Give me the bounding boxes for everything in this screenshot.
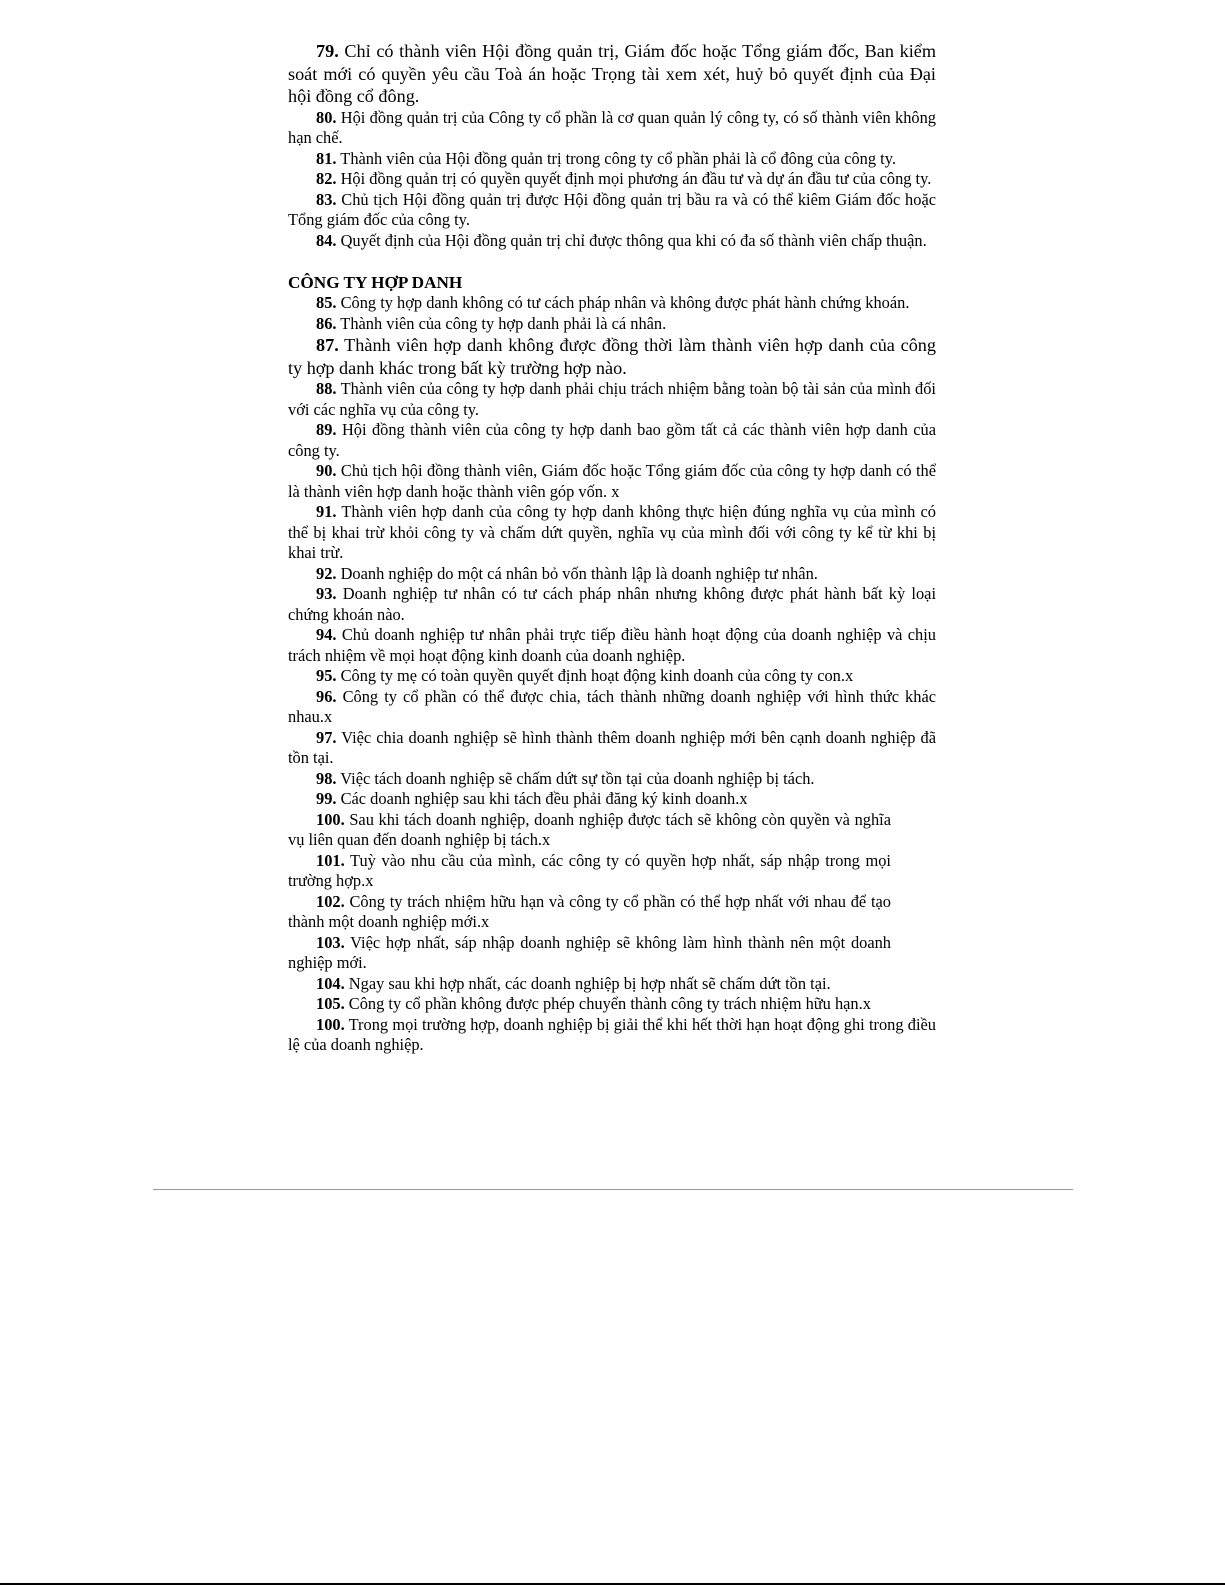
item-text: Công ty cổ phần có thể được chia, tách thành những doanh nghiệp với hình thức khác nhau.x [288, 686, 936, 726]
item-number: 94. [316, 625, 337, 644]
item-text: Hội đồng quản trị của Công ty cổ phần là cơ quan quản lý công ty, có số thành viên không hạn chế. [288, 107, 936, 147]
item-text: Thành viên của Hội đồng quản trị trong công ty cổ phần phải là cổ đông của công ty. [336, 148, 896, 168]
item-text: Chủ tịch Hội đồng quản trị được Hội đồng quản trị bầu ra và có thể kiêm Giám đốc hoặc Tổng giám đốc của công ty. [288, 189, 936, 229]
list-item [288, 769, 936, 790]
item-number: 91. [316, 502, 337, 521]
item-text: Công ty hợp danh không có tư cách pháp nhân và không được phát hành chứng khoán. [336, 293, 910, 312]
list-item [288, 1015, 936, 1056]
item-number: 82. [316, 169, 337, 188]
list-item [288, 379, 936, 420]
item-text: Việc hợp nhất, sáp nhập doanh nghiệp sẽ không làm hình thành nên một doanh nghiệp mới. [288, 932, 891, 972]
list-item [288, 933, 891, 974]
list-item [288, 687, 936, 728]
item-number: 105. [316, 994, 345, 1013]
item-text: Ngay sau khi hợp nhất, các doanh nghiệp bị hợp nhất sẽ chấm dứt tồn tại. [344, 973, 831, 993]
item-text: Chủ tịch hội đồng thành viên, Giám đốc hoặc Tổng giám đốc của công ty hợp danh có thể là thành viên hợp danh hoặc thành viên góp vốn. x [288, 461, 936, 501]
item-text: Hội đồng thành viên của công ty hợp danh bao gồm tất cả các thành viên hợp danh của công ty. [288, 420, 936, 460]
list-item [288, 584, 936, 625]
item-text: Doanh nghiệp tư nhân có tư cách pháp nhân nhưng không được phát hành bất kỳ loại chứng khoán nào. [288, 584, 936, 624]
item-number: 101. [316, 850, 345, 870]
item-number: 102. [316, 891, 345, 911]
item-number: 98. [316, 768, 337, 788]
list-item [288, 108, 936, 149]
item-text: Công ty trách nhiệm hữu hạn và công ty cổ phần có thể hợp nhất với nhau để tạo thành một doanh nghiệp mới.x [288, 891, 891, 931]
item-text: Công ty mẹ có toàn quyền quyết định hoạt động kinh doanh của công ty con.x [336, 666, 854, 685]
item-number: 95. [316, 666, 337, 685]
list-item [288, 625, 936, 666]
item-number: 100. [316, 1014, 345, 1034]
item-number: 89. [316, 420, 337, 439]
section-heading: CÔNG TY HỢP DANH [288, 273, 463, 292]
list-item [288, 974, 891, 995]
item-text: Doanh nghiệp do một cá nhân bỏ vốn thành lập là doanh nghiệp tư nhân. [336, 563, 818, 583]
item-number: 96. [316, 686, 337, 706]
item-number: 84. [316, 230, 337, 250]
item-number: 104. [316, 973, 345, 993]
item-text: Thành viên của công ty hợp danh phải chịu trách nhiệm bằng toàn bộ tài sản của mình đối với các nghĩa vụ của công ty. [288, 379, 936, 419]
list-item [288, 314, 936, 335]
item-number: 88. [316, 379, 337, 398]
list-item [288, 40, 936, 108]
item-text: Chỉ có thành viên Hội đồng quản trị, Giám đốc hoặc Tổng giám đốc, Ban kiểm soát mới có quyền yêu cầu Toà án hoặc Trọng tài xem xét, huỷ bỏ quyết định của Đại hội đồng cổ đông. [288, 41, 936, 106]
list-item [288, 810, 891, 851]
item-text: Thành viên hợp danh không được đồng thời làm thành viên hợp danh của công ty hợp danh khác trong bất kỳ trường hợp nào. [288, 335, 936, 378]
list-item [288, 231, 936, 252]
item-text: Chủ doanh nghiệp tư nhân phải trực tiếp điều hành hoạt động của doanh nghiệp và chịu trách nhiệm về mọi hoạt động kinh doanh của doanh nghiệp. [288, 625, 936, 665]
list-item [288, 892, 891, 933]
list-item [288, 334, 936, 379]
item-text: Hội đồng quản trị có quyền quyết định mọi phương án đầu tư và dự án đầu tư của công ty. [336, 169, 932, 188]
item-number: 79. [316, 41, 339, 61]
item-number: 81. [316, 148, 337, 168]
list-item [288, 461, 936, 502]
item-text: Việc chia doanh nghiệp sẽ hình thành thêm doanh nghiệp mới bên cạnh doanh nghiệp đã tồn tại. [288, 727, 936, 767]
item-text: Trong mọi trường hợp, doanh nghiệp bị giải thể khi hết thời hạn hoạt động ghi trong điều lệ của doanh nghiệp. [288, 1014, 936, 1054]
item-text: Thành viên hợp danh của công ty hợp danh không thực hiện đúng nghĩa vụ của mình có thể bị khai trừ khỏi công ty và chấm dứt quyền, nghĩa vụ của mình đối với công ty kể từ khi bị khai trừ. [288, 502, 936, 562]
list-item [288, 149, 936, 170]
item-number: 80. [316, 107, 337, 127]
item-number: 97. [316, 727, 337, 747]
list-item [288, 293, 936, 314]
list-item [288, 851, 891, 892]
list-item [288, 728, 936, 769]
item-number: 99. [316, 789, 337, 808]
list-item [288, 994, 891, 1015]
item-number: 100. [316, 809, 345, 829]
item-text: Tuỳ vào nhu cầu của mình, các công ty có quyền hợp nhất, sáp nhập trong mọi trường hợp.x [288, 850, 891, 890]
item-number: 85. [316, 293, 337, 312]
item-number: 103. [316, 932, 345, 952]
item-text: Các doanh nghiệp sau khi tách đều phải đăng ký kinh doanh.x [336, 789, 748, 808]
list-item [288, 190, 936, 231]
item-number: 83. [316, 189, 337, 209]
list-item [288, 789, 936, 810]
item-number: 86. [316, 313, 337, 333]
item-text: Quyết định của Hội đồng quản trị chỉ được thông qua khi có đa số thành viên chấp thuận. [336, 230, 927, 250]
item-text: Thành viên của công ty hợp danh phải là cá nhân. [336, 313, 667, 333]
list-item [288, 502, 936, 564]
item-number: 92. [316, 563, 337, 583]
document-body [288, 40, 936, 1056]
item-text: Công ty cổ phần không được phép chuyển thành công ty trách nhiệm hữu hạn.x [344, 994, 871, 1013]
list-item [288, 564, 936, 585]
item-text: Sau khi tách doanh nghiệp, doanh nghiệp được tách sẽ không còn quyền và nghĩa vụ liên quan đến doanh nghiệp bị tách.x [288, 809, 891, 849]
item-text: Việc tách doanh nghiệp sẽ chấm dứt sự tồn tại của doanh nghiệp bị tách. [336, 768, 815, 788]
list-item [288, 666, 936, 687]
item-number: 90. [316, 461, 337, 480]
list-item [288, 169, 936, 190]
item-number: 93. [316, 584, 337, 603]
item-number: 87. [316, 335, 339, 355]
page-divider [153, 1189, 1073, 1190]
list-item [288, 420, 936, 461]
